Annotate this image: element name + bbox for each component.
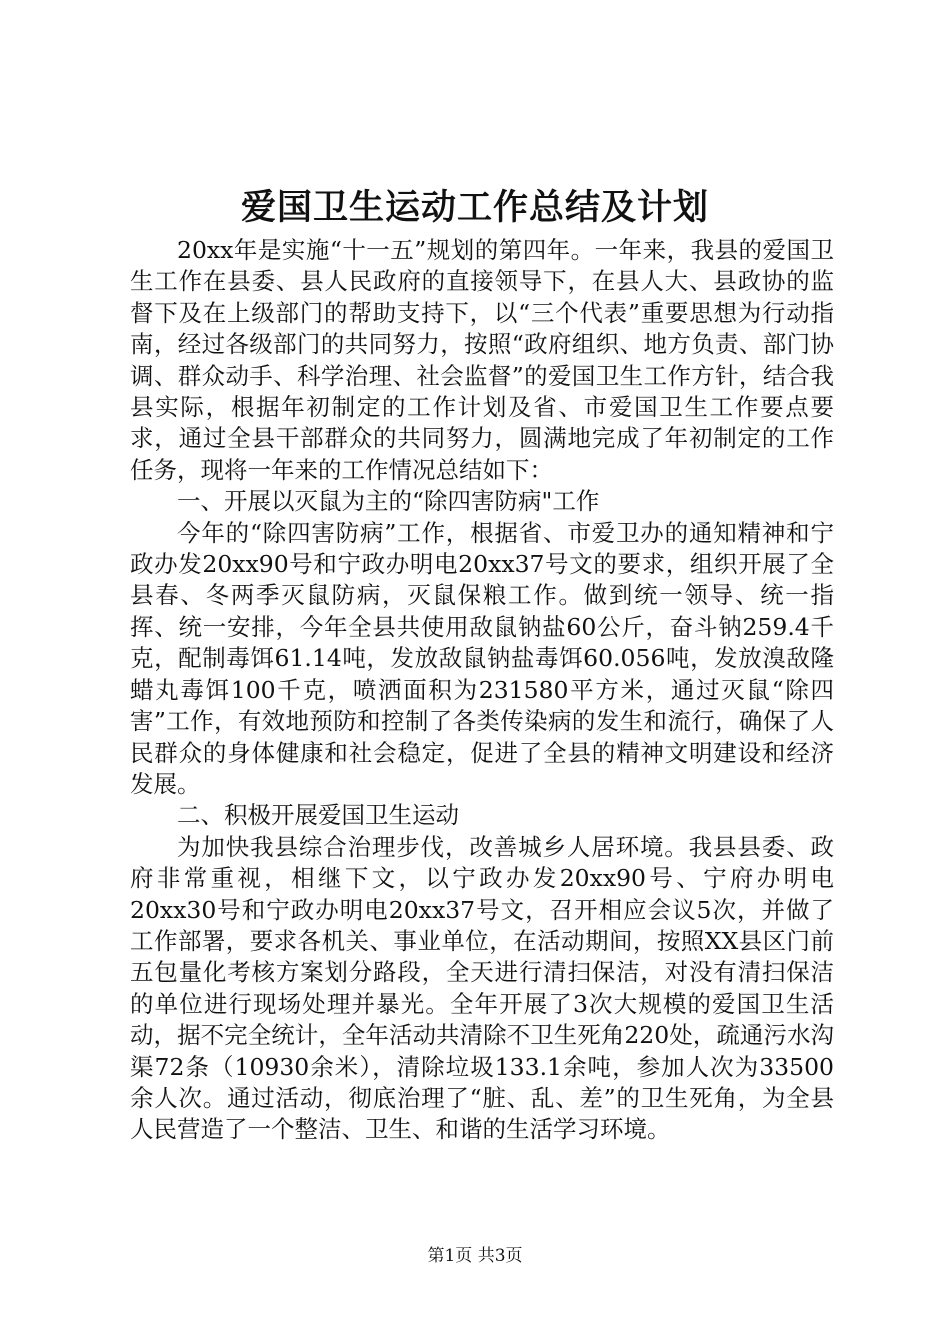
section-1-paragraph: 今年的“除四害防病”工作，根据省、市爱卫办的通知精神和宁政办发20xx90号和宁政办明电20xx37号文的要求，组织开展了全县春、冬两季灭鼠防病，灭鼠保粮工作。做到统一领导、统一指挥、统一安排，今年全县共使用敌鼠钠盐60公斤，奋斗钠259.4千克，配制毒饵61.14吨，发放敌鼠钠盐毒饵60.056吨，发放溴敌隆蜡丸毒饵100千克，喷洒面积为231580平方米，通过灭鼠“除四害”工作，有效地预防和控制了各类传染病的发生和流行，确保了人民群众的身体健康和社会稳定，促进了全县的精神文明建设和经济发展。 bbox=[130, 518, 834, 798]
section-2-paragraph: 为加快我县综合治理步伐，改善城乡人居环境。我县县委、政府非常重视，相继下文，以宁政办发20xx90号、宁府办明电20xx30号和宁政办明电20xx37号文，召开相应会议5次，并做了工作部署，要求各机关、事业单位，在活动期间，按照XX县区门前五包量化考核方案划分路段，全天进行清扫保洁，对没有清扫保洁的单位进行现场处理并暴光。全年开展了3次大规模的爱国卫生活动，据不完全统计，全年活动共清除不卫生死角220处，疏通污水沟渠72条（10930余米），清除垃圾133.1余吨，参加人次为33500余人次。通过活动，彻底治理了“脏、乱、差”的卫生死角，为全县人民营造了一个整洁、卫生、和谐的生活学习环境。 bbox=[130, 832, 834, 1144]
document-title: 爱国卫生运动工作总结及计划 bbox=[240, 187, 709, 228]
section-heading-1: 一、开展以灭鼠为主的“除四害防病"工作 bbox=[177, 487, 600, 516]
intro-paragraph: 20xx年是实施“十一五”规划的第四年。一年来，我县的爱国卫生工作在县委、县人民政府的直接领导下，在县人大、县政协的监督下及在上级部门的帮助支持下，以“三个代表”重要思想为行动指南，经过各级部门的共同努力，按照“政府组织、地方负责、部门协调、群众动手、科学治理、社会监督”的爱国卫生工作方针，结合我县实际，根据年初制定的工作计划及省、市爱国卫生工作要点要求，通过全县干部群众的共同努力，圆满地完成了年初制定的工作任务，现将一年来的工作情况总结如下： bbox=[130, 236, 834, 484]
page-footer: 第1页 共3页 bbox=[427, 1246, 523, 1266]
section-heading-2: 二、积极开展爱国卫生运动 bbox=[177, 801, 459, 830]
document-body bbox=[130, 235, 834, 1146]
